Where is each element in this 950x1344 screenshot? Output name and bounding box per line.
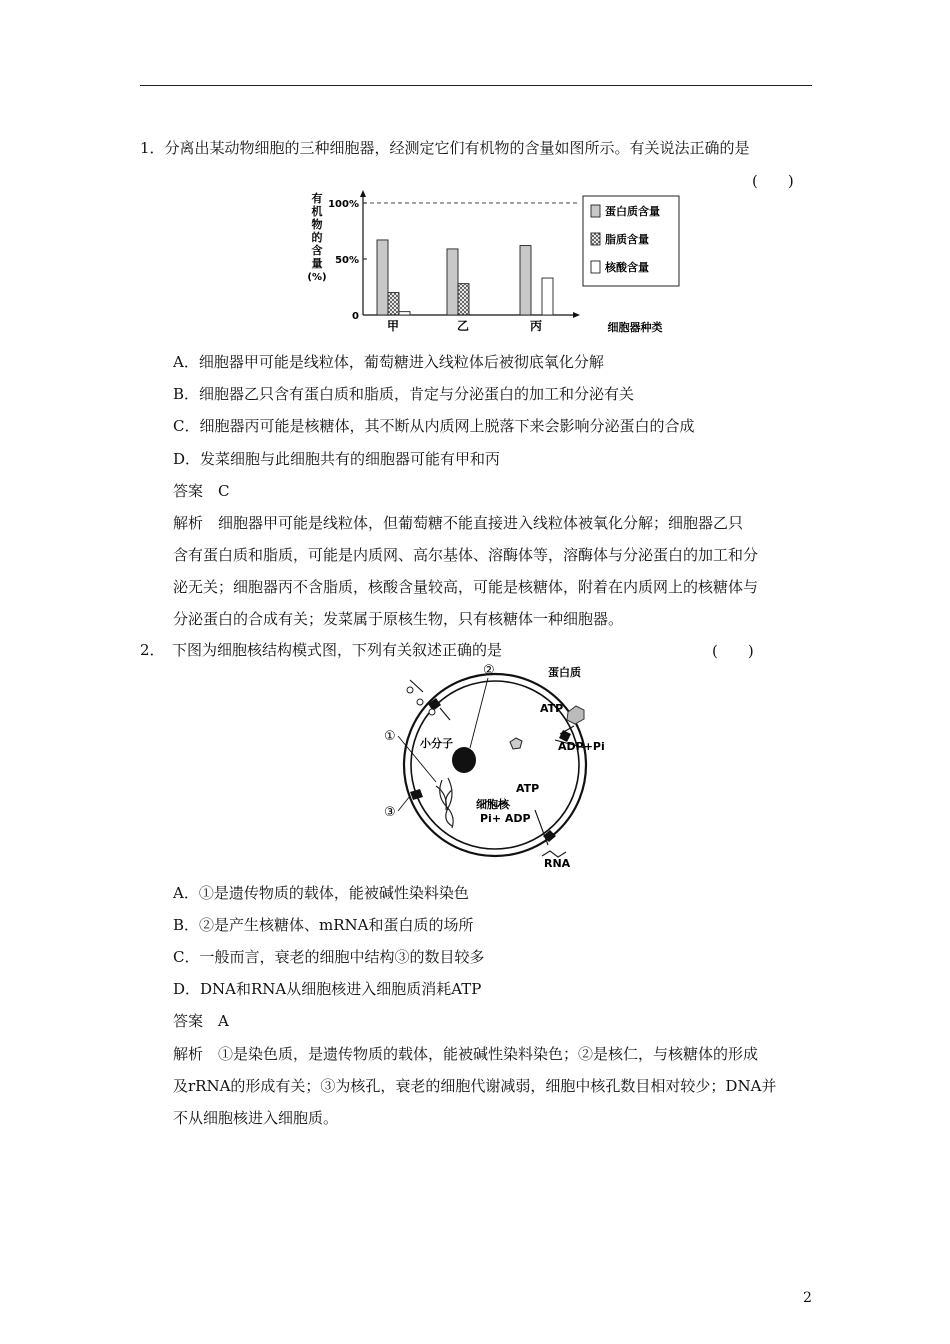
y-tick-label: 0 [352,311,359,322]
label-atp-top: ATP [540,702,564,715]
chart-y-axis-label [307,191,326,283]
x-axis-label: 细胞器种类 [607,321,663,334]
chart-legend [583,196,679,286]
q2-explanation-line-2: 及rRNA的形成有关；③为核孔，衰老的细胞代谢减弱，细胞中核孔数目相对较少；DNA并 [173,1077,777,1095]
legend-swatch [591,233,600,245]
nucleolus [452,747,476,773]
header-rule [140,85,812,86]
label-pi-adp: Pi+ ADP [480,812,531,825]
q2-answer: 答案 A [173,1012,229,1030]
label-nucleus: 细胞核 [476,798,509,811]
label-rna: RNA [544,857,571,870]
y-label-char: 有 [311,192,323,205]
bar-2 [388,293,399,315]
y-label-char: 物 [311,218,323,231]
q1-explanation-line-4: 分泌蛋白的合成有关；发菜属于原核生物，只有核糖体一种细胞器。 [173,610,624,628]
q1-explanation-line-2: 含有蛋白质和脂质，可能是内质网、高尔基体、溶酶体等，溶酶体与分泌蛋白的加工和分 [173,546,759,564]
q1-explanation-line-1: 解析 细胞器甲可能是线粒体，但葡萄糖不能直接进入线粒体被氧化分解；细胞器乙只 [173,514,744,532]
page-number: 2 [803,1290,812,1306]
label-3: ③ [384,805,396,820]
label-protein: 蛋白质 [548,666,581,679]
q2-option-a: A．①是遗传物质的载体，能被碱性染料染色 [173,884,469,902]
x-tick-label: 甲 [386,319,400,333]
q2-option-b: B．②是产生核糖体、mRNA和蛋白质的场所 [173,916,474,934]
bar-3 [399,312,410,315]
bar-3 [542,278,553,315]
x-tick-label: 乙 [456,319,470,333]
q1-answer-paren: ( ) [752,172,794,190]
legend-label: 脂质含量 [605,233,649,246]
y-label-char: (%) [307,272,327,283]
legend-swatch [591,261,600,273]
y-label-char: 机 [311,205,323,218]
chromatin [436,778,453,828]
q1-option-a: A．细胞器甲可能是线粒体，葡萄糖进入线粒体后被彻底氧化分解 [173,353,604,371]
x-tick-label: 丙 [529,319,543,333]
legend-swatch [591,205,600,217]
y-axis-arrow [360,190,366,197]
q2-explanation-line-3: 不从细胞核进入细胞质。 [173,1109,339,1127]
label-atp-mid: ATP [516,782,540,795]
x-axis-arrow [573,312,580,318]
q1-option-d: D．发菜细胞与此细胞共有的细胞器可能有甲和丙 [173,450,501,468]
bar-1 [377,240,388,315]
y-label-char: 量 [311,257,323,270]
bar-1 [447,249,458,315]
q1-option-b: B．细胞器乙只含有蛋白质和脂质，肯定与分泌蛋白的加工和分泌有关 [173,385,635,403]
q1-stem: 1．分离出某动物细胞的三种细胞器，经测定它们有机物的含量如图所示。有关说法正确的是 [140,139,750,157]
label-adp-pi: ADP+Pi [558,740,605,753]
protein-blob [567,706,584,724]
q1-option-c: C．细胞器丙可能是核糖体，其不断从内质网上脱落下来会影响分泌蛋白的合成 [173,417,695,435]
label-small-molecules: 小分子 [420,737,453,750]
q2-stem: 2． 下图为细胞核结构模式图，下列有关叙述正确的是 [140,641,503,659]
q1-explanation-line-3: 泌无关；细胞器丙不含脂质，核酸含量较高，可能是核糖体，附着在内质网上的核糖体与 [173,578,759,596]
y-tick-label: 50% [335,255,359,266]
legend-label: 蛋白质含量 [605,205,660,218]
bar-1 [520,246,531,315]
label-1: ① [384,729,396,744]
y-label-char: 的 [311,231,323,244]
q2-option-c: C．一般而言，衰老的细胞中结构③的数目较多 [173,948,485,966]
nucleus-diagram [370,660,620,870]
label-2: ② [483,663,495,678]
q1-bar-chart [305,188,685,338]
y-tick-label: 100% [328,199,359,210]
q2-answer-paren: ( ) [712,642,754,660]
q2-explanation-line-1: 解析 ①是染色质，是遗传物质的载体，能被碱性染料染色；②是核仁，与核糖体的形成 [173,1045,759,1063]
bar-2 [458,284,469,315]
q1-answer: 答案 C [173,482,230,500]
legend-label: 核酸含量 [605,261,649,274]
q2-option-d: D．DNA和RNA从细胞核进入细胞质消耗ATP [173,980,482,998]
y-label-char: 含 [311,244,323,257]
